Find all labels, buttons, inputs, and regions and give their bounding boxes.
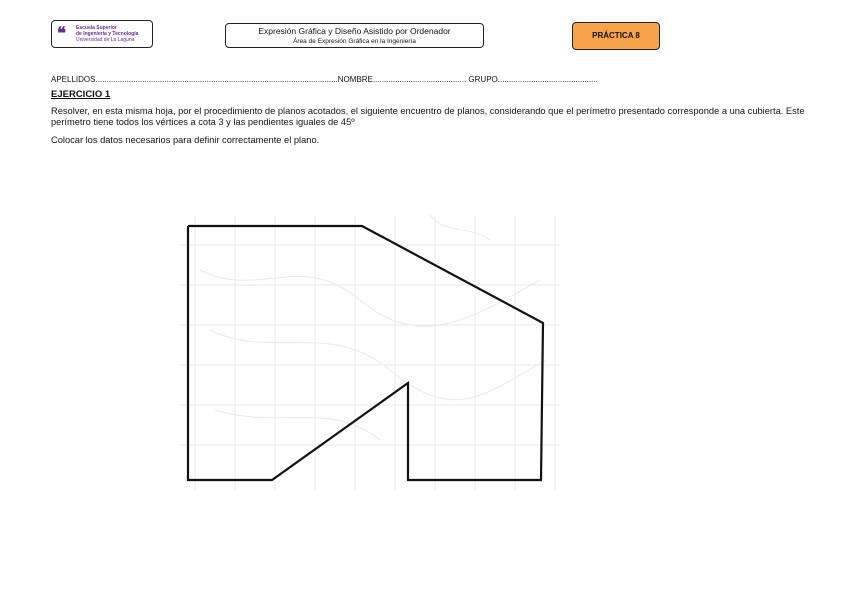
course-title: Expresión Gráfica y Diseño Asistido por Ordenador xyxy=(258,26,451,36)
background-grid xyxy=(180,215,560,490)
school-logo xyxy=(51,20,153,48)
exercise-instruction: Colocar los datos necesarios para definir correctamente el plano. xyxy=(51,135,320,145)
logo-line-3: Universidad de La Laguna xyxy=(76,37,135,43)
exercise-title: EJERCICIO 1 xyxy=(51,89,111,100)
practice-badge: PRÁCTICA 8 xyxy=(572,22,660,50)
logo-line-1: Escuela Superior xyxy=(76,25,117,31)
exercise-statement: Resolver, en esta misma hoja, por el procedimiento de planos acotados, el siguiente encuentro de planos, considerando que el perímetro presentado corresponde a una cubierta. Este perímetro tiene todos los vértices a cota 3 y las pendientes iguales de 45º xyxy=(51,106,805,127)
logo-text xyxy=(76,25,138,43)
logo-line-2: de Ingeniería y Tecnología xyxy=(76,31,139,37)
roof-perimeter xyxy=(188,226,543,480)
department-subtitle: Área de Expresión Gráfica en la Ingeniería xyxy=(293,38,416,45)
ull-logo-icon: ❛❛ xyxy=(57,24,64,44)
course-title-box xyxy=(225,23,484,48)
student-fields-line: APELLIDOS.............................................................................................................NOMBRE.......................................... GRUPO............................................. xyxy=(51,75,598,84)
